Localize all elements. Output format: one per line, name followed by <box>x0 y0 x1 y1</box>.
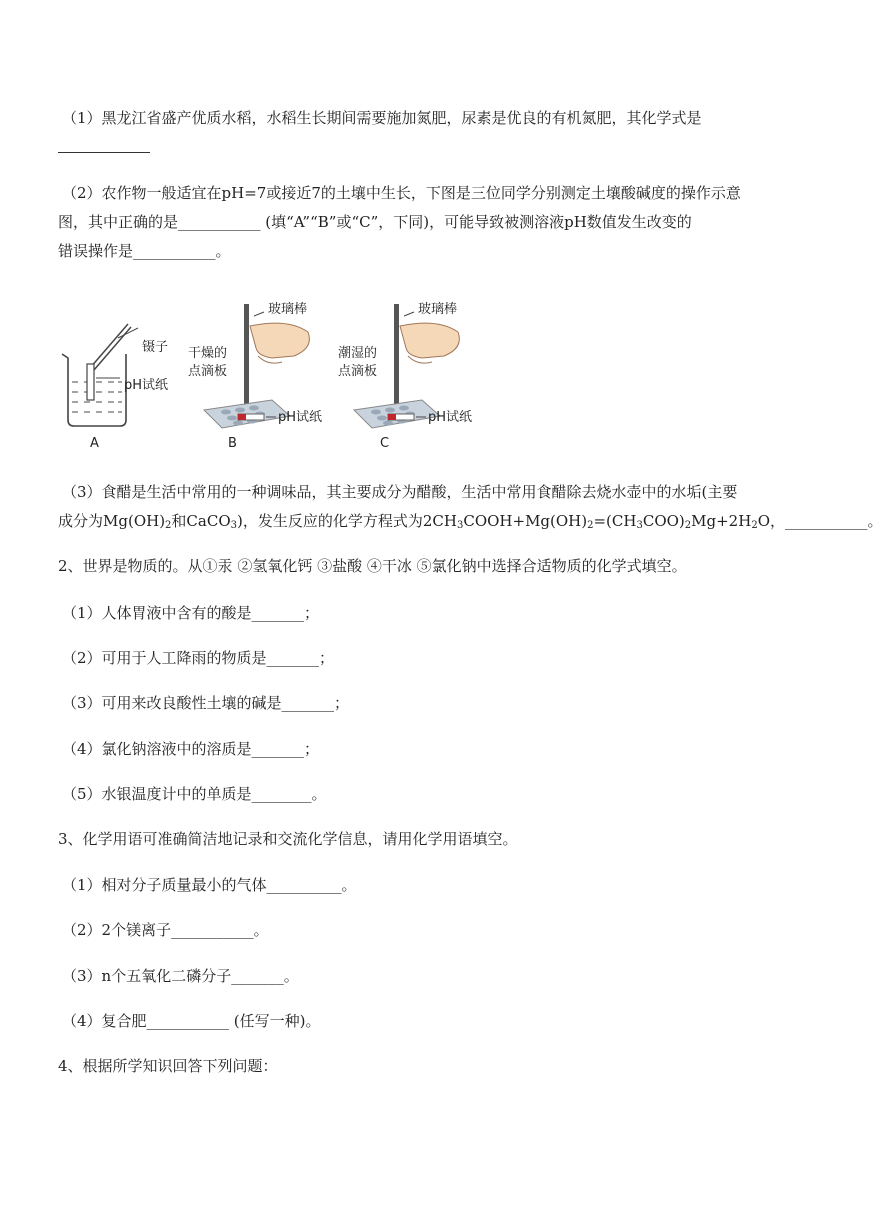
q1-part1-text: （1）黑龙江省盛产优质水稻，水稻生长期间需要施加氮肥，尿素是优良的有机氮肥，其化学式是 <box>62 109 702 127</box>
answer-blank[interactable] <box>58 152 150 153</box>
ph-paper-label-c: pH试纸 <box>428 410 473 425</box>
q1-part2-line1: （2）农作物一般适宜在pH=7或接近7的土壤中生长，下图是三位同学分别测定土壤酸碱度的操作示意 <box>62 184 741 202</box>
q1-part2-line2: 图，其中正确的是___________ (填“A”“B”或“C”，下同)，可能导致被测溶液pH数值发生改变的 <box>58 213 692 231</box>
ph-test-diagram <box>58 296 478 456</box>
q1-part3-line1: （3）食醋是生活中常用的一种调味品，其主要成分为醋酸，生活中常用食醋除去烧水壶中的水垢(主要 <box>62 483 738 501</box>
q3-item-3: （3）n个五氧化二磷分子_______。 <box>62 967 299 985</box>
ph-test-figure <box>58 296 478 456</box>
ph-paper-label-a: pH试纸 <box>124 378 169 393</box>
q2-item-1: （1）人体胃液中含有的酸是_______； <box>62 604 320 622</box>
q2-item-2: （2）可用于人工降雨的物质是_______； <box>62 649 335 667</box>
tweezers-label: 镊子 <box>142 340 169 355</box>
caption-b: B <box>228 436 237 451</box>
wet-plate-label-1: 潮湿的 <box>338 346 378 361</box>
caption-c: C <box>380 436 390 451</box>
q2-item-3: （3）可用来改良酸性土壤的碱是_______； <box>62 694 350 712</box>
ph-paper-label-b: pH试纸 <box>278 410 323 425</box>
q3-item-2: （2）2个镁离子___________。 <box>62 921 269 939</box>
caption-a: A <box>90 436 99 451</box>
question-2-stem: 2、世界是物质的。从①汞 ②氢氧化钙 ③盐酸 ④干冰 ⑤氯化钠中选择合适物质的化学式填空。 <box>58 557 687 575</box>
question-3-stem: 3、化学用语可准确简洁地记录和交流化学信息，请用化学用语填空。 <box>58 830 518 848</box>
glass-rod-label-b: 玻璃棒 <box>268 302 308 317</box>
dry-plate-label-1: 干燥的 <box>188 346 228 361</box>
question-4-stem: 4、根据所学知识回答下列问题： <box>58 1057 278 1075</box>
q2-item-4: （4）氯化钠溶液中的溶质是_______； <box>62 740 320 758</box>
glass-rod-label-c: 玻璃棒 <box>418 302 458 317</box>
q3-item-1: （1）相对分子质量最小的气体__________。 <box>62 876 357 894</box>
dry-plate-label-2: 点滴板 <box>188 364 228 379</box>
wet-plate-label-2: 点滴板 <box>338 364 378 379</box>
q1-part3-line2: 成分为$Mg(OH)_2$和CaCO$_3$)，发生反应的化学方程式为$2CH_3COOH+Mg(OH)_2=(CH_3COO)_2Mg+2H_2O$，___________。 <box>58 512 883 531</box>
q3-item-4: （4）复合肥___________ (任写一种)。 <box>62 1012 321 1030</box>
q2-item-5: （5）水银温度计中的单质是________。 <box>62 785 327 803</box>
q1-part2-line3: 错误操作是___________。 <box>58 242 231 260</box>
